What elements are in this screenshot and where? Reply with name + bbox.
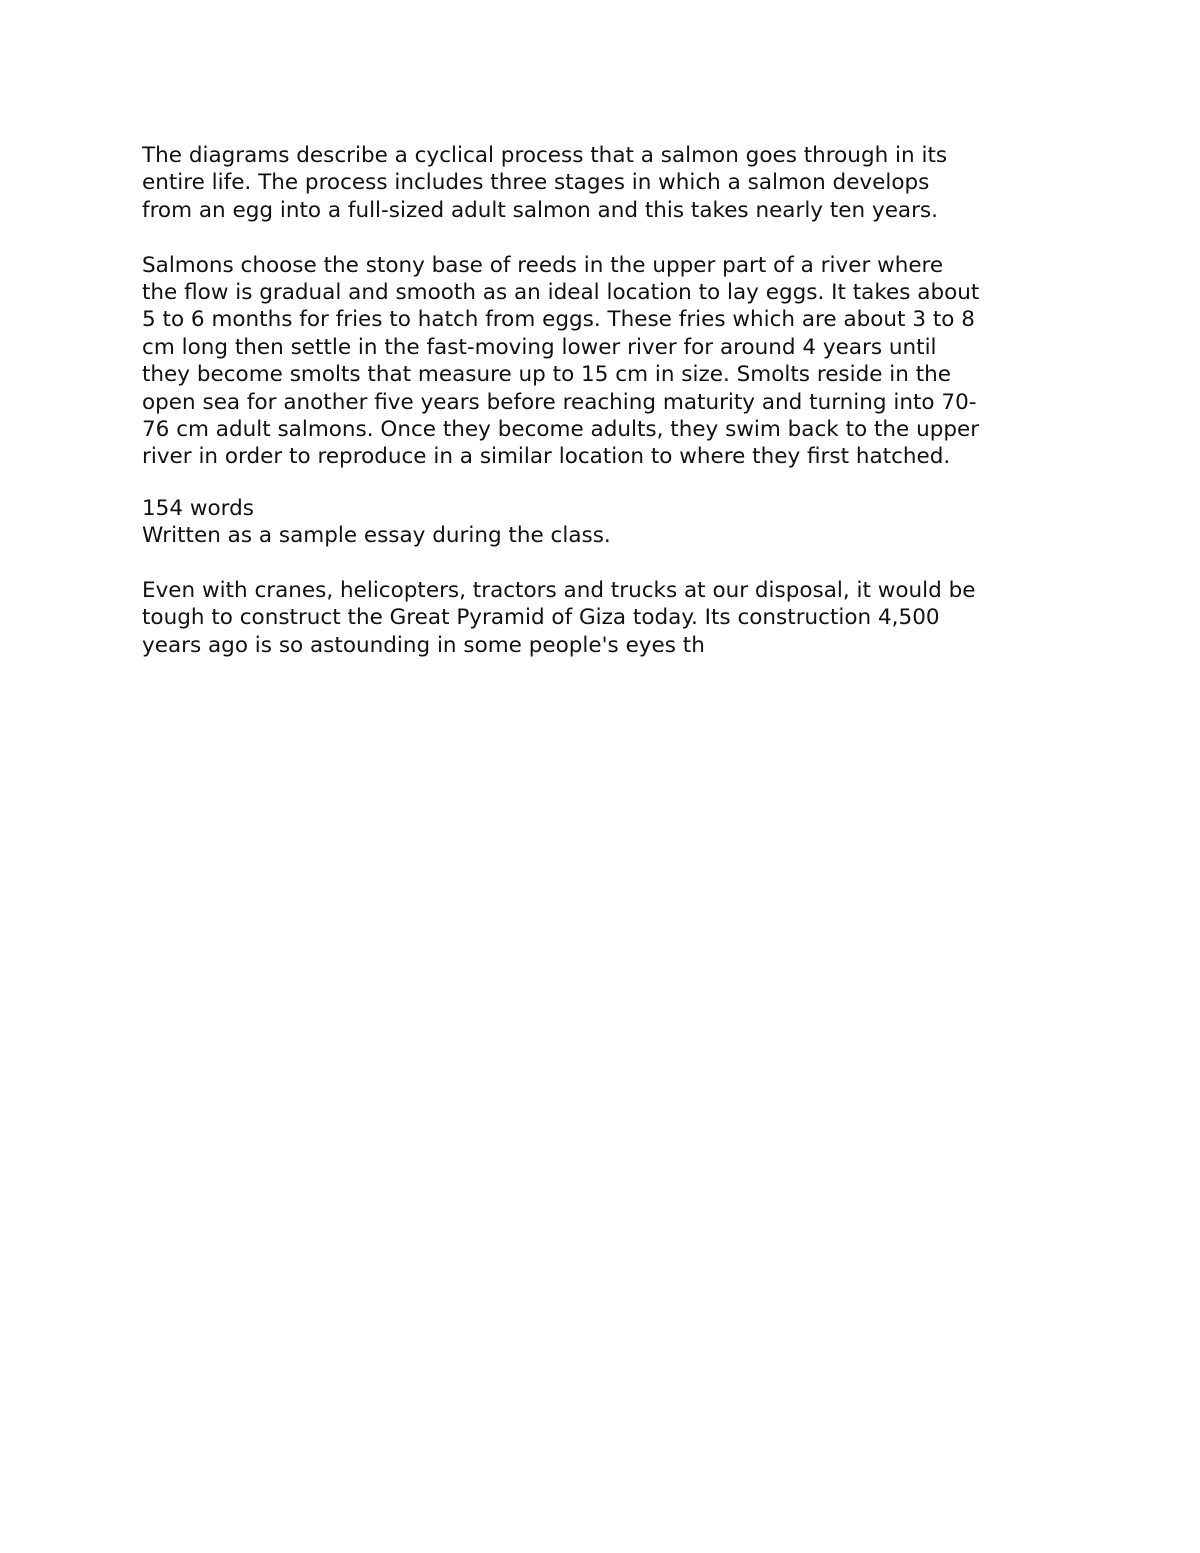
paragraph-pyramid	[142, 577, 1072, 659]
text-line: from an egg into a full-sized adult salmon and this takes nearly ten years.	[142, 197, 938, 223]
text-line: they become smolts that measure up to 15 cm in size. Smolts reside in the	[142, 362, 952, 388]
paragraph-spacer	[142, 549, 1072, 576]
text-line: open sea for another five years before reaching maturity and turning into 70-	[142, 389, 977, 415]
text-line: Even with cranes, helicopters, tractors and trucks at our disposal, it would be	[142, 577, 976, 603]
text-line: river in order to reproduce in a similar location to where they first hatched.	[142, 444, 951, 470]
text-line: entire life. The process includes three stages in which a salmon develops	[142, 170, 930, 196]
paragraph-body	[142, 252, 1072, 471]
paragraph-intro	[142, 142, 1072, 224]
text-line: 5 to 6 months for fries to hatch from eggs. These fries which are about 3 to 8	[142, 307, 975, 333]
word-count: 154 words	[142, 495, 254, 521]
paragraph-spacer	[142, 471, 1072, 495]
paragraph-spacer	[142, 224, 1072, 251]
text-line: tough to construct the Great Pyramid of Giza today. Its construction 4,500	[142, 605, 940, 631]
text-line: The diagrams describe a cyclical process that a salmon goes through in its	[142, 143, 948, 168]
text-line: years ago is so astounding in some people's eyes th	[142, 632, 705, 658]
document-body	[142, 142, 1072, 659]
text-line: the flow is gradual and smooth as an ideal location to lay eggs. It takes about	[142, 279, 980, 305]
essay-note: Written as a sample essay during the class.	[142, 523, 611, 549]
text-line: Salmons choose the stony base of reeds in the upper part of a river where	[142, 252, 944, 278]
text-line: 76 cm adult salmons. Once they become adults, they swim back to the upper	[142, 416, 980, 442]
text-line: cm long then settle in the fast-moving lower river for around 4 years until	[142, 334, 937, 360]
paragraph-meta	[142, 495, 1072, 550]
